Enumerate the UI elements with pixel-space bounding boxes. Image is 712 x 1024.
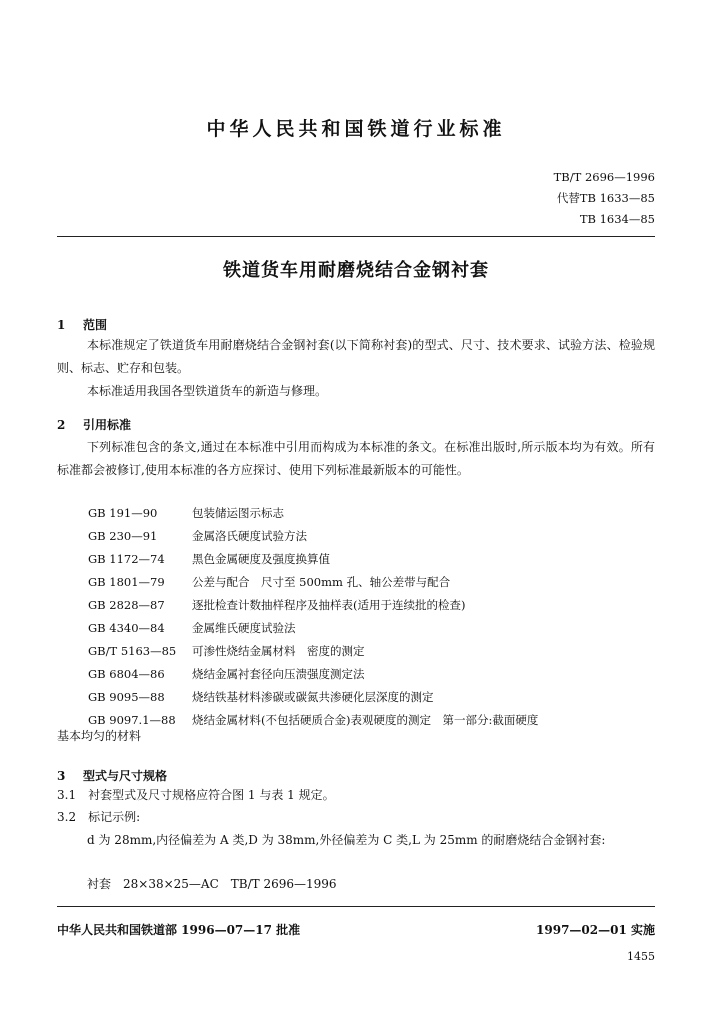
reference-item — [88, 689, 434, 705]
reference-code: GB/T 5163—85 — [88, 644, 177, 658]
section-title: 引用标准 — [83, 418, 132, 432]
section-number: 3 — [57, 769, 66, 783]
reference-item — [88, 528, 307, 544]
reference-title: 金属洛氏硬度试验方法 — [192, 529, 307, 543]
section-1-heading — [57, 316, 107, 333]
reference-title: 烧结金属衬套径向压溃强度测定法 — [192, 667, 365, 681]
reference-title: 可渗性烧结金属材料 密度的测定 — [192, 644, 365, 658]
reference-item — [88, 551, 330, 567]
reference-item — [88, 597, 465, 613]
reference-title-continued: 基本均匀的材料 — [57, 729, 142, 743]
reference-code: GB 230—91 — [88, 529, 158, 543]
clause-3-2: 3.2 标记示例: — [57, 810, 141, 824]
marking-example-description: d 为 28mm,内径偏差为 A 类,D 为 38mm,外径偏差为 C 类,L 为 25mm 的耐磨烧结合金钢衬套: — [87, 833, 606, 847]
reference-item — [88, 666, 365, 682]
section-1-paragraph-2: 本标准适用我国各型铁道货车的新造与修理。 — [87, 384, 328, 398]
section-title: 范围 — [83, 318, 108, 332]
page-number: 1455 — [627, 950, 655, 963]
section-number: 2 — [57, 418, 66, 432]
section-3-heading — [57, 767, 167, 784]
reference-code: GB 1172—74 — [88, 552, 165, 566]
replaces-standard-2: TB 1634—85 — [579, 212, 655, 226]
section-number: 1 — [57, 318, 66, 332]
replaces-standard-1: 代替TB 1633—85 — [556, 191, 655, 205]
reference-title: 烧结金属材料(不包括硬质合金)表观硬度的测定 第一部分:截面硬度 — [192, 713, 539, 727]
reference-title: 包装储运图示标志 — [192, 506, 284, 520]
section-1-paragraph-1: 本标准规定了铁道货车用耐磨烧结合金钢衬套(以下简称衬套)的型式、尺寸、技术要求、试验方法、检验规则、标志、贮存和包装。 — [57, 338, 655, 375]
reference-title: 金属维氏硬度试验法 — [192, 621, 296, 635]
clause-3-1: 3.1 衬套型式及尺寸规格应符合图 1 与表 1 规定。 — [57, 788, 335, 802]
reference-item — [88, 574, 450, 590]
reference-code: GB 191—90 — [88, 506, 158, 520]
reference-code: GB 6804—86 — [88, 667, 165, 681]
document-title: 铁道货车用耐磨烧结合金钢衬套 — [223, 260, 489, 281]
reference-code: GB 2828—87 — [88, 598, 165, 612]
approval-line: 中华人民共和国铁道部 1996—07—17 批准 — [57, 923, 301, 937]
reference-title: 公差与配合 尺寸至 500mm 孔、轴公差带与配合 — [192, 575, 451, 589]
header-divider — [57, 236, 655, 237]
reference-code: GB 9095—88 — [88, 690, 165, 704]
reference-title: 逐批检查计数抽样程序及抽样表(适用于连续批的检查) — [192, 598, 466, 612]
marking-example: 衬套 28×38×25—AC TB/T 2696—1996 — [87, 877, 337, 891]
reference-item — [88, 505, 284, 521]
standard-number: TB/T 2696—1996 — [553, 170, 655, 184]
standard-category-title: 中华人民共和国铁道行业标准 — [206, 118, 506, 140]
reference-code: GB 4340—84 — [88, 621, 165, 635]
implementation-date: 1997—02—01 实施 — [536, 923, 655, 937]
section-2-heading — [57, 416, 131, 433]
reference-item — [88, 620, 296, 636]
reference-item — [88, 643, 365, 659]
reference-title: 烧结铁基材料渗碳或碳氮共渗硬化层深度的测定 — [192, 690, 434, 704]
reference-title: 黑色金属硬度及强度换算值 — [192, 552, 330, 566]
section-title: 型式与尺寸规格 — [83, 769, 168, 783]
footer-divider — [57, 906, 655, 907]
section-2-paragraph-1: 下列标准包含的条文,通过在本标准中引用而构成为本标准的条文。在标准出版时,所示版本均为有效。所有标准都会被修订,使用本标准的各方应探讨、使用下列标准最新版本的可能性。 — [57, 440, 655, 477]
reference-code: GB 1801—79 — [88, 575, 165, 589]
reference-code: GB 9097.1—88 — [88, 713, 176, 727]
